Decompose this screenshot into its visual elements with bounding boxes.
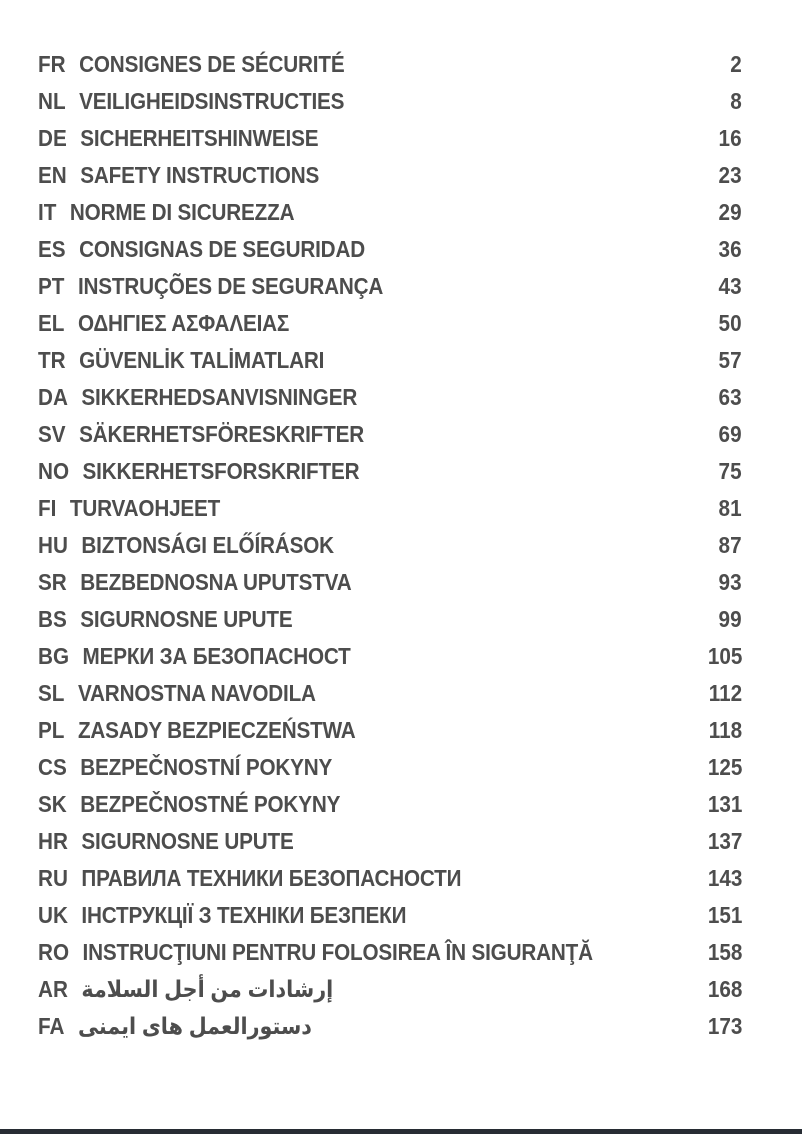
footer-rule xyxy=(0,1129,802,1134)
language-code: RO xyxy=(38,939,70,965)
page-number: 29 xyxy=(718,199,742,225)
page-number: 143 xyxy=(707,865,742,891)
section-title: SICHERHEITSHINWEISE xyxy=(80,125,319,151)
toc-row xyxy=(38,305,742,342)
page-number: 158 xyxy=(707,939,742,965)
toc-row xyxy=(38,823,742,860)
toc-row-left xyxy=(38,717,356,744)
section-title: ІНСТРУКЦІЇ З ТЕХНІКИ БЕЗПЕКИ xyxy=(81,902,407,928)
language-code: SR xyxy=(38,569,67,595)
page-number: 36 xyxy=(718,236,742,262)
toc-row xyxy=(38,46,742,83)
section-title: INSTRUÇÕES DE SEGURANÇA xyxy=(77,273,384,299)
page-number: 173 xyxy=(707,1013,742,1039)
language-code: SK xyxy=(38,791,67,817)
toc-row xyxy=(38,712,742,749)
language-code: HU xyxy=(38,532,68,558)
section-title: دستورالعمل های ایمنی xyxy=(77,1013,312,1039)
toc-row xyxy=(38,379,742,416)
language-code: FI xyxy=(38,495,57,521)
language-code: SL xyxy=(38,680,65,706)
toc-row xyxy=(38,971,742,1008)
toc-row xyxy=(38,897,742,934)
toc-row-left xyxy=(38,569,352,596)
toc-row-left xyxy=(38,902,406,929)
page-number: 112 xyxy=(708,680,742,706)
language-code: UK xyxy=(38,902,68,928)
toc-row xyxy=(38,194,742,231)
page-number: 137 xyxy=(707,828,742,854)
page-number: 43 xyxy=(718,273,742,299)
section-title: BEZPEČNOSTNÍ POKYNY xyxy=(80,754,333,780)
language-code: AR xyxy=(38,976,68,1002)
toc-row xyxy=(38,416,742,453)
section-title: إرشادات من أجل السلامة xyxy=(81,976,334,1002)
section-title: TURVAOHJEET xyxy=(69,495,221,521)
page-number: 23 xyxy=(718,162,742,188)
section-title: SIGURNOSNE UPUTE xyxy=(81,828,294,854)
toc-row-left xyxy=(38,1013,312,1040)
language-code: EN xyxy=(38,162,67,188)
page-number: 99 xyxy=(718,606,742,632)
page-number: 8 xyxy=(730,88,742,114)
page-number: 81 xyxy=(718,495,742,521)
toc-row xyxy=(38,564,742,601)
page-number: 125 xyxy=(707,754,742,780)
language-code: FR xyxy=(38,51,66,77)
toc-row xyxy=(38,268,742,305)
section-title: GÜVENLİK TALİMATLARI xyxy=(79,347,325,373)
language-code: EL xyxy=(38,310,65,336)
toc-row xyxy=(38,527,742,564)
page-number: 87 xyxy=(718,532,742,558)
toc-row-left xyxy=(38,458,359,485)
language-code: PT xyxy=(38,273,65,299)
toc-row-left xyxy=(38,310,289,337)
section-title: ПРАВИЛА ТЕХНИКИ БЕЗОПАСНОСТИ xyxy=(81,865,462,891)
page-number: 57 xyxy=(718,347,742,373)
page-number: 16 xyxy=(718,125,742,151)
language-code: TR xyxy=(38,347,66,373)
section-title: NORME DI SICUREZZA xyxy=(69,199,295,225)
toc-row-left xyxy=(38,273,383,300)
page-number: 69 xyxy=(718,421,742,447)
toc-row-left xyxy=(38,421,364,448)
toc-row xyxy=(38,749,742,786)
page-number: 50 xyxy=(718,310,742,336)
toc-row xyxy=(38,83,742,120)
language-code: SV xyxy=(38,421,66,447)
page-number: 75 xyxy=(718,458,742,484)
toc-row-left xyxy=(38,865,461,892)
toc-row xyxy=(38,601,742,638)
toc-row-left xyxy=(38,384,357,411)
section-title: VEILIGHEIDSINSTRUCTIES xyxy=(79,88,345,114)
section-title: VARNOSTNA NAVODILA xyxy=(77,680,316,706)
toc-row xyxy=(38,638,742,675)
toc-row-left xyxy=(38,791,340,818)
section-title: SIKKERHEDSANVISNINGER xyxy=(81,384,358,410)
toc-row-left xyxy=(38,976,333,1003)
toc-row-left xyxy=(38,828,294,855)
toc-row-left xyxy=(38,347,324,374)
toc-row xyxy=(38,934,742,971)
page-number: 151 xyxy=(707,902,742,928)
toc-row-left xyxy=(38,939,593,966)
language-code: DA xyxy=(38,384,68,410)
section-title: SIGURNOSNE UPUTE xyxy=(80,606,293,632)
toc-row xyxy=(38,786,742,823)
toc-row xyxy=(38,1008,742,1045)
toc-row xyxy=(38,490,742,527)
section-title: BIZTONSÁGI ELŐÍRÁSOK xyxy=(81,532,334,558)
section-title: ΟΔΗΓΙΕΣ ΑΣΦΑΛΕΙΑΣ xyxy=(77,310,290,336)
toc-row xyxy=(38,860,742,897)
toc-row-left xyxy=(38,88,344,115)
language-code: ES xyxy=(38,236,66,262)
toc-row-left xyxy=(38,162,319,189)
language-code: DE xyxy=(38,125,67,151)
toc-row xyxy=(38,453,742,490)
section-title: INSTRUCŢIUNI PENTRU FOLOSIREA ÎN SIGURANŢĂ xyxy=(82,939,593,965)
page-number: 168 xyxy=(707,976,742,1002)
section-title: BEZBEDNOSNA UPUTSTVA xyxy=(80,569,352,595)
page-number: 2 xyxy=(730,51,742,77)
language-code: RU xyxy=(38,865,68,891)
toc-row-left xyxy=(38,236,365,263)
page-number: 131 xyxy=(707,791,742,817)
page-number: 93 xyxy=(718,569,742,595)
toc-row-left xyxy=(38,199,294,226)
section-title: CONSIGNAS DE SEGURIDAD xyxy=(79,236,365,262)
page-number: 118 xyxy=(708,717,742,743)
toc-row-left xyxy=(38,532,334,559)
toc-row-left xyxy=(38,754,332,781)
toc-row xyxy=(38,157,742,194)
language-code: NO xyxy=(38,458,70,484)
toc-row xyxy=(38,231,742,268)
toc-row xyxy=(38,675,742,712)
section-title: SIKKERHETSFORSKRIFTER xyxy=(82,458,360,484)
page-number: 63 xyxy=(718,384,742,410)
section-title: CONSIGNES DE SÉCURITÉ xyxy=(79,51,345,77)
language-code: NL xyxy=(38,88,66,114)
section-title: SÄKERHETSFÖRESKRIFTER xyxy=(79,421,365,447)
section-title: BEZPEČNOSTNÉ POKYNY xyxy=(80,791,341,817)
language-code: HR xyxy=(38,828,68,854)
toc-row xyxy=(38,120,742,157)
section-title: SAFETY INSTRUCTIONS xyxy=(80,162,320,188)
section-title: ZASADY BEZPIECZEŃSTWA xyxy=(77,717,356,743)
language-code: IT xyxy=(38,199,57,225)
toc-row xyxy=(38,342,742,379)
language-code: BS xyxy=(38,606,67,632)
toc-row-left xyxy=(38,643,351,670)
language-code: PL xyxy=(38,717,65,743)
toc-row-left xyxy=(38,125,318,152)
toc-row-left xyxy=(38,680,316,707)
toc-row-left xyxy=(38,51,344,78)
language-code: CS xyxy=(38,754,67,780)
toc-row-left xyxy=(38,495,220,522)
language-code: BG xyxy=(38,643,70,669)
language-code: FA xyxy=(38,1013,65,1039)
section-title: МЕРКИ ЗА БЕЗОПАСНОСТ xyxy=(82,643,351,669)
page-number: 105 xyxy=(707,643,742,669)
toc-row-left xyxy=(38,606,292,633)
